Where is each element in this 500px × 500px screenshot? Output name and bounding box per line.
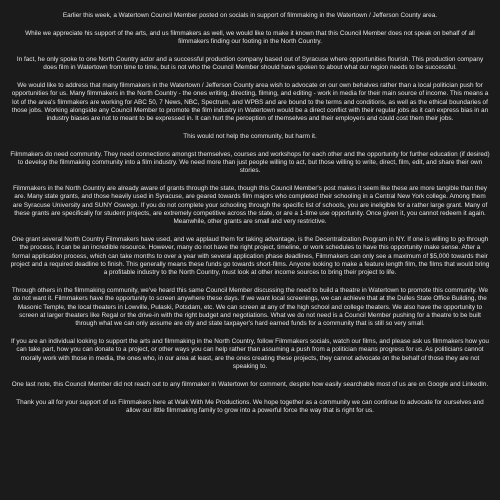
paragraph-who-he-spoke-to: In fact, he only spoke to one North Country actor and a successful production company based out of Syracuse where opportunities flourish. This production company does film in Watertown from time to time, but is not who the Council Member should have spoken to about what our region needs to be successful.	[16, 55, 484, 72]
paragraph-media-jobs-conflict: We would like to address that many filmmakers in the Watertown / Jefferson County area wish to advocate on our own behalves rather than a local politician push for opportunities for us. Many filmmakers in the North Country - the ones writing, directing, filming, and editing - work in media for their main source of income. This means a lot of the area's filmmakers are working for ABC 50, 7 News, NBC, Spectrum, and WPBS and are bound to the terms and conditions, as well as the ethical boundaries of those jobs. Working alongside any Council Member to promote the film industry in Watertown would be a direct conflict with their regular jobs as it can express bias in an industry biases are not to meant to be expressed in. It can hurt the perception of themselves and their employers and could cost them their jobs.	[11, 81, 489, 123]
paragraph-thank-you: Thank you all for your support of us Filmmakers here at Walk With Me Productions. We hope together as a community we can continue to advocate for ourselves and allow our little filmmaking family to grow into a powerful force the way that is right for us.	[16, 398, 484, 414]
paragraph-disclaimer: While we appreciate his support of the arts, and us filmmakers as well, we would like to make it known that this Council Member does not speak on behalf of all filmmakers finding our footing in the North Country.	[25, 29, 475, 46]
paragraph-community-needs: Filmmakers do need community. They need connections amongst themselves, courses and workshops for each other and the opportunity for further education (if desired) to develop the filmmaking community into a film industry. We need more than just people willing to act, but those willing to write, direct, film, edit, and share their own stories.	[10, 150, 490, 175]
paragraph-theatre: Through others in the filmmaking community, we've heard this same Council Member discussing the need to build a theatre in Watertown to promote this community. We do not want it. Filmmakers have the opportunity to screen anywhere these days. If we want local screenings, we can achieve that at the Dulles State Office Building, the Masonic Temple, the local theaters in Lowville, Pulaski, Potsdam, etc. We can screen at any of the high school and college theaters. We also have the opportunity to screen at larger theaters like Regal or the drive-in with the right budget and negotiations. What we do not need is a Council Member pushing for a theatre to be built through what we can only assume are city and state taxpayer's hard earned funds for a community that is still so very small.	[11, 287, 489, 328]
paragraph-decentralization-program: One grant several North Country Filmmakers have used, and we applaud them for taking advantage, is the Decentralization Program in NY. If one is willing to go through the process, it can be an incredible resource. However, many do not have the right project, timeline, or work schedules to have this opportunity make sense. After a formal application process, which can take months to over a year with several application phase deadlines, Filmmakers can only see a maximum of $5,000 towards their project and a required deadline to finish. This generally means these funds go towards short-films. Anyone looking to make a feature length film, the films that would bring a profitable industry to the North Country, must look at other income sources to bring their project to life.	[10, 236, 490, 277]
paragraph-last-note: One last note, this Council Member did not reach out to any filmmaker in Watertown for comment, despite how easily searchable most of us are on Google and LinkedIn.	[11, 380, 489, 388]
paragraph-state-grants: Filmmakers in the North Country are already aware of grants through the state, though this Council Member's post makes it seem like these are more tangible than they are. Many state grants, and those heavily used in Syracuse, are geared towards film majors who completed their schooling in a Central New York college. Among them are Syracuse University and SUNY Oswego. If you do not complete your schooling through the specific list of schools, you are ineligible for a rather large grant. Many of these grants are specifically for student projects, are extremely competitive across the state, or are a 1-time use opportunity. Once given it, you cannot redeem it again. Meanwhile, other grants are small and very restrictive.	[12, 185, 488, 226]
paragraph-intro: Earlier this week, a Watertown Council Member posted on socials in support of filmmaking in the Watertown / Jefferson County area.	[62, 12, 438, 19]
paragraph-harm-statement: This would not help the community, but harm it.	[183, 132, 317, 140]
paragraph-how-to-support: If you are an individual looking to support the arts and filmmaking in the North Country, follow Filmmakers socials, watch our films, and please ask us filmmakers how you can take part, how you can donate to a project, or other ways you can help rather than assuming a push from a politician means progress for us. As politicians cannot morally work with those in media, the ones who, in our area at least, are the ones creating these projects, they cannot advocate on the behalf of those they are not speaking to.	[11, 338, 489, 370]
